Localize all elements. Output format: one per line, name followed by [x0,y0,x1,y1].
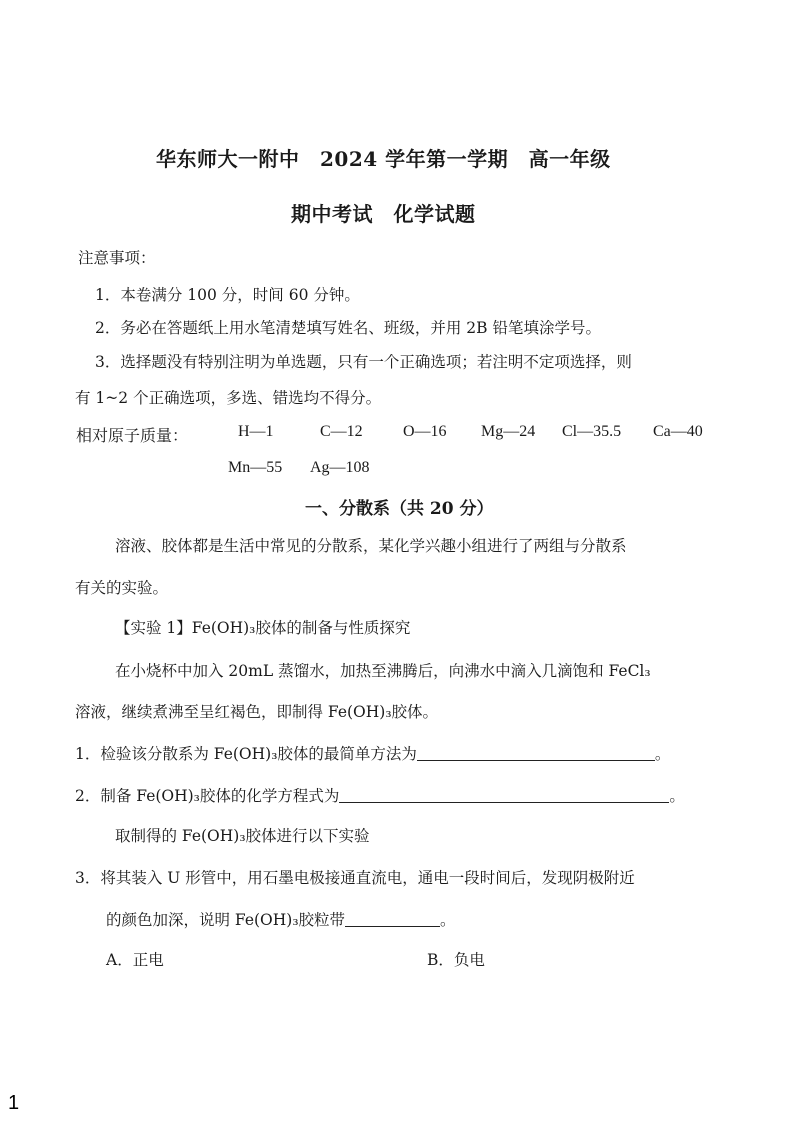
question-1-answer-blank[interactable] [417,744,655,761]
exam-title-line2: 期中考试 化学试题 [291,202,476,226]
notes-item-3-cont: 有 1~2 个正确选项，多选、错选均不得分。 [75,389,382,407]
question-3-period: 。 [440,911,456,929]
question-2-answer-blank[interactable] [339,786,669,803]
question-3: 3．将其装入 U 形管中，用石墨电极接通直流电，通电一段时间后，发现阴极附近 [75,869,635,887]
page-number: 1 [8,1092,20,1114]
experiment-1-title: 【实验 1】Fe(OH)₃胶体的制备与性质探究 [115,619,411,637]
question-2 [75,784,685,806]
atomic-mass-c: C—12 [320,423,363,440]
notes-item-1: 1．本卷满分 100 分，时间 60 分钟。 [95,286,360,304]
section-1-intro: 溶液、胶体都是生活中常见的分散系，某化学兴趣小组进行了两组与分散系 [115,537,627,555]
follow-up-line: 取制得的 Fe(OH)₃胶体进行以下实验 [115,827,370,845]
notes-item-3: 3．选择题没有特别注明为单选题，只有一个正确选项；若注明不定项选择，则 [95,353,632,371]
question-3-option-b[interactable]: B．负电 [427,951,485,969]
question-1-period: 。 [654,745,671,763]
atomic-mass-o: O—16 [403,423,447,440]
question-3-cont [106,908,456,930]
atomic-mass-ca: Ca—40 [653,423,703,440]
atomic-mass-mg: Mg—24 [481,423,536,440]
question-2-text: 2．制备 Fe(OH)₃胶体的化学方程式为 [75,787,340,805]
experiment-1-step-cont: 溶液，继续煮沸至呈红褐色，即制得 Fe(OH)₃胶体。 [75,703,439,721]
notes-item-2: 2．务必在答题纸上用水笔清楚填写姓名、班级，并用 2B 铅笔填涂学号。 [95,319,601,337]
question-3-option-a[interactable]: A．正电 [106,951,164,969]
question-1 [75,742,670,764]
question-3-answer-blank[interactable] [345,910,440,927]
exam-title-line1: 华东师大一附中 2024 学年第一学期 高一年级 [156,147,611,171]
atomic-mass-label: 相对原子质量： [76,428,189,445]
question-1-text: 1．检验该分散系为 Fe(OH)₃胶体的最简单方法为 [75,745,417,763]
section-1-title: 一、分散系（共 20 分） [305,499,494,519]
question-3-text: 的颜色加深，说明 Fe(OH)₃胶粒带 [106,911,346,929]
atomic-mass-ag: Ag—108 [310,459,370,476]
notes-heading: 注意事项： [78,249,156,267]
atomic-mass-mn: Mn—55 [228,459,283,476]
atomic-mass-cl: Cl—35.5 [562,423,622,440]
question-2-period: 。 [669,787,685,805]
atomic-mass-h: H—1 [238,423,274,440]
section-1-intro-cont: 有关的实验。 [75,579,169,597]
experiment-1-step: 在小烧杯中加入 20mL 蒸馏水，加热至沸腾后，向沸水中滴入几滴饱和 FeCl₃ [115,662,651,680]
